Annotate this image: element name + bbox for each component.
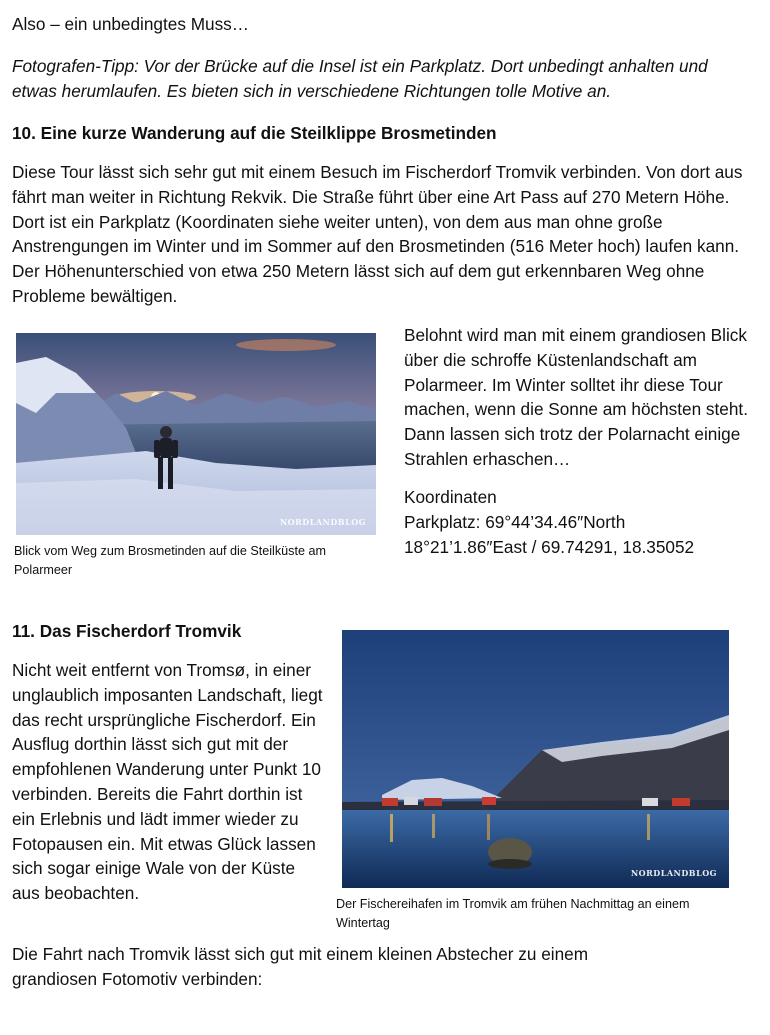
tromvik-harbour-photo — [342, 630, 729, 888]
section-10-heading: 10. Eine kurze Wanderung auf die Steilklippe Brosmetinden — [12, 123, 497, 143]
photographer-tip: Fotografen-Tipp: Vor der Brücke auf die Insel ist ein Parkplatz. Dort unbedingt anhalten und etwas herumlaufen. Es bieten sich in verschiedene Richtungen tolle Motive an. — [12, 56, 708, 101]
tromvik-caption: Der Fischereihafen im Tromvik am frühen Nachmittag an einem Wintertag — [336, 897, 690, 930]
section-10-paragraph: Diese Tour lässt sich sehr gut mit einem Besuch im Fischerdorf Tromvik verbinden. Von dort aus fährt man weiter in Richtung Rekvik. Die Straße führt über eine Art Pass auf 270 Metern Höhe. Dort ist ein Parkplatz (Koordinaten siehe weiter unten), von dem aus man ohne große Anstrengungen im Winter und im Sommer auf den Brosmetinden (516 Meter hoch) laufen kann. Der Höhenunterschied von etwa 250 Metern lässt sich auf dem gut erkennbaren Weg ohne Probleme bewältigen. — [12, 162, 743, 306]
coordinates-title: Koordinaten — [404, 487, 497, 507]
section-11-paragraph: Nicht weit entfernt von Tromsø, in einer unglaublich imposanten Landschaft, liegt das recht ursprüngliche Fischerdorf. Ein Ausflug dorthin lässt sich gut mit der empfohlenen Wanderung unter Punkt 10 verbinden. Bereits die Fahrt dorthin ist ein Erlebnis und lädt immer wieder zu Fotopausen ein. Mit etwas Glück lassen sich sogar einige Wale von der Küste aus beobachten. — [12, 660, 323, 904]
photo-watermark: NORDLANDBLOG — [630, 868, 717, 878]
coordinates-north: Parkplatz: 69°44’34.46″North — [404, 512, 626, 532]
closing-paragraph: Die Fahrt nach Tromvik lässt sich gut mit einem kleinen Abstecher zu einem grandiosen Fotomotiv verbinden: — [12, 944, 589, 989]
brosmetinden-photo — [16, 333, 376, 535]
photo-watermark: NORDLANDBLOG — [279, 517, 366, 527]
section-11-heading: 11. Das Fischerdorf Tromvik — [12, 621, 242, 641]
intro-text: Also – ein unbedingtes Muss… — [12, 14, 249, 34]
brosmetinden-caption: Blick vom Weg zum Brosmetinden auf die Steilküste am Polarmeer — [14, 544, 326, 577]
section-10-side-text: Belohnt wird man mit einem grandiosen Blick über die schroffe Küstenlandschaft am Polarmeer. Im Winter solltet ihr diese Tour machen, wenn die Sonne am höchsten steht. Dann lassen sich trotz der Polarnacht einige Strahlen erhaschen… — [404, 325, 748, 469]
coordinates-east: 18°21’1.86″East / 69.74291, 18.35052 — [404, 537, 695, 557]
